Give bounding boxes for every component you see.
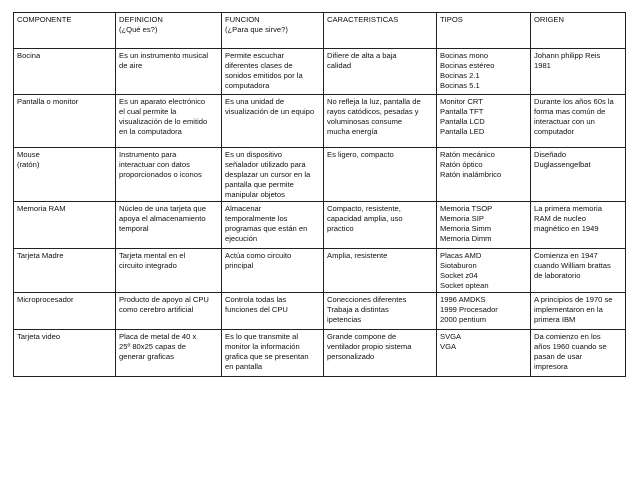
cell-text-line: Da comienzo en los <box>534 332 601 341</box>
cell-text-line: sonidos emitidos por la <box>225 71 303 80</box>
cell-text-line: temporal <box>119 224 149 233</box>
table-row <box>14 249 626 293</box>
cell-text-line: Pantalla LCD <box>440 117 485 126</box>
cell-text-line: COMPONENTE <box>17 15 72 24</box>
cell-text-line: rayos catódicos, pesadas y <box>327 107 419 116</box>
cell-definicion <box>116 330 222 377</box>
cell-caracteristicas <box>324 249 437 293</box>
cell-text-line: visualización de un equipo <box>225 107 315 116</box>
cell-text-line: programas que están en <box>225 224 308 233</box>
cell-text-line: temporalmente los <box>225 214 288 223</box>
cell-text-line: SVGA <box>440 332 462 341</box>
cell-text-line: Trabaja a distintas <box>327 305 389 314</box>
cell-tipos <box>437 330 531 377</box>
cell-text-line: Permite escuchar <box>225 51 285 60</box>
cell-caracteristicas <box>324 148 437 202</box>
header-cell-definicion <box>116 13 222 49</box>
cell-text-line: FUNCION <box>225 15 260 24</box>
header-cell-funcion <box>222 13 324 49</box>
cell-text-line: Bocinas estéreo <box>440 61 495 70</box>
cell-componente <box>14 249 116 293</box>
cell-componente <box>14 293 116 330</box>
cell-componente <box>14 330 116 377</box>
cell-text-line: capacidad amplia, uso <box>327 214 403 223</box>
cell-text-line: Durante los años 60s la <box>534 97 614 106</box>
cell-text-line: (¿Qué es?) <box>119 25 158 34</box>
cell-text-line: voluminosas consume <box>327 117 403 126</box>
cell-componente <box>14 95 116 148</box>
cell-caracteristicas <box>324 202 437 249</box>
cell-text-line: Conecciones diferentes <box>327 295 407 304</box>
cell-text-line: Socket z04 <box>440 271 478 280</box>
cell-tipos <box>437 202 531 249</box>
cell-text-line: Bocinas 2.1 <box>440 71 480 80</box>
cell-text-line: diferentes clases de <box>225 61 293 70</box>
cell-text-line: ejecución <box>225 234 258 243</box>
cell-origen <box>531 148 626 202</box>
cell-funcion <box>222 249 324 293</box>
cell-text-line: personalizado <box>327 352 375 361</box>
cell-text-line: No refleja la luz, pantalla de <box>327 97 421 106</box>
cell-text-line: forma mas común de <box>534 107 606 116</box>
cell-text-line: Microprocesador <box>17 295 74 304</box>
cell-funcion <box>222 95 324 148</box>
cell-text-line: Memoria TSOP <box>440 204 493 213</box>
cell-text-line: de laboratorio <box>534 271 581 280</box>
cell-definicion <box>116 249 222 293</box>
cell-text-line: interactuar con un <box>534 117 595 126</box>
cell-caracteristicas <box>324 95 437 148</box>
cell-text-line: visualización de lo emitido <box>119 117 208 126</box>
cell-text-line: Núcleo de una tarjeta que <box>119 204 206 213</box>
cell-text-line: Pantalla o monitor <box>17 97 79 106</box>
cell-text-line: monitor la información <box>225 342 300 351</box>
cell-text-line: Tarjeta video <box>17 332 61 341</box>
cell-text-line: pasan de usar <box>534 352 583 361</box>
cell-text-line: Controla todas las <box>225 295 287 304</box>
cell-text-line: desplazar un cursor en la <box>225 170 311 179</box>
table-row <box>14 49 626 95</box>
cell-text-line: Amplia, resistente <box>327 251 388 260</box>
cell-text-line: 1999 Procesador <box>440 305 498 314</box>
cell-caracteristicas <box>324 330 437 377</box>
cell-text-line: manipular objetos <box>225 190 285 199</box>
cell-text-line: Diseñado <box>534 150 567 159</box>
cell-text-line: Pantalla LED <box>440 127 485 136</box>
cell-origen <box>531 330 626 377</box>
table-row <box>14 95 626 148</box>
cell-text-line: Ratón inalámbrico <box>440 170 502 179</box>
cell-text-line: grafica que se presentan <box>225 352 309 361</box>
cell-text-line: de aire <box>119 61 143 70</box>
header-cell-tipos <box>437 13 531 49</box>
cell-text-line: años 1960 cuando se <box>534 342 607 351</box>
cell-text-line: Mouse <box>17 150 40 159</box>
cell-origen <box>531 293 626 330</box>
cell-text-line: Difiere de alta a baja <box>327 51 397 60</box>
cell-text-line: computadora <box>225 81 270 90</box>
cell-caracteristicas <box>324 293 437 330</box>
cell-text-line: Es un dispositivo <box>225 150 282 159</box>
cell-funcion <box>222 330 324 377</box>
cell-text-line: el cual permite la <box>119 107 177 116</box>
cell-text-line: ipetencias <box>327 315 362 324</box>
cell-text-line: Bocina <box>17 51 41 60</box>
cell-text-line: 1981 <box>534 61 551 70</box>
cell-text-line: Memoria Dimm <box>440 234 492 243</box>
cell-text-line: 1996 AMDKS <box>440 295 486 304</box>
cell-definicion <box>116 293 222 330</box>
cell-text-line: en la computadora <box>119 127 182 136</box>
cell-text-line: Es ligero, compacto <box>327 150 394 159</box>
cell-componente <box>14 148 116 202</box>
cell-text-line: impresora <box>534 362 568 371</box>
header-cell-origen <box>531 13 626 49</box>
cell-tipos <box>437 49 531 95</box>
cell-text-line: 25º 80x25 capas de <box>119 342 186 351</box>
cell-tipos <box>437 148 531 202</box>
cell-text-line: Es un instrumento musical <box>119 51 209 60</box>
cell-text-line: Compacto, resistente, <box>327 204 401 213</box>
table-row <box>14 330 626 377</box>
cell-text-line: (ratón) <box>17 160 40 169</box>
cell-text-line: Comienza en 1947 <box>534 251 598 260</box>
cell-text-line: Bocinas 5.1 <box>440 81 480 90</box>
cell-funcion <box>222 293 324 330</box>
cell-text-line: Duglassengelbat <box>534 160 591 169</box>
cell-text-line: CARACTERISTICAS <box>327 15 399 24</box>
cell-text-line: Grande compone de <box>327 332 397 341</box>
cell-text-line: cuando William brattas <box>534 261 611 270</box>
cell-text-line: Pantalla TFT <box>440 107 484 116</box>
cell-text-line: computador <box>534 127 575 136</box>
cell-text-line: Ratón mecánico <box>440 150 495 159</box>
cell-text-line: Tarjeta Madre <box>17 251 64 260</box>
cell-text-line: 2000 pentium <box>440 315 487 324</box>
cell-text-line: implementaron en la <box>534 305 603 314</box>
cell-text-line: Monitor CRT <box>440 97 483 106</box>
cell-text-line: funciones del CPU <box>225 305 288 314</box>
cell-text-line: Siotaburon <box>440 261 477 270</box>
table-header-row <box>14 13 626 49</box>
cell-text-line: pantalla que permite <box>225 180 294 189</box>
header-cell-caracteristicas <box>324 13 437 49</box>
cell-text-line: calidad <box>327 61 352 70</box>
cell-text-line: Es un aparato electrónico <box>119 97 206 106</box>
cell-text-line: practico <box>327 224 354 233</box>
header-cell-componente <box>14 13 116 49</box>
cell-text-line: circuito integrado <box>119 261 177 270</box>
cell-text-line: Almacenar <box>225 204 262 213</box>
cell-text-line: interactuar con datos <box>119 160 190 169</box>
cell-text-line: Actúa como circuito <box>225 251 292 260</box>
cell-text-line: Memoria RAM <box>17 204 66 213</box>
cell-text-line: ventilador propio sistema <box>327 342 412 351</box>
cell-tipos <box>437 95 531 148</box>
cell-componente <box>14 49 116 95</box>
cell-text-line: Bocinas mono <box>440 51 489 60</box>
cell-text-line: ORIGEN <box>534 15 564 24</box>
cell-definicion <box>116 202 222 249</box>
cell-funcion <box>222 202 324 249</box>
cell-text-line: Placa de metal de 40 x <box>119 332 197 341</box>
cell-tipos <box>437 293 531 330</box>
cell-text-line: apoya el almacenamiento <box>119 214 206 223</box>
cell-text-line: Tarjeta mental en el <box>119 251 186 260</box>
cell-text-line: Es una unidad de <box>225 97 285 106</box>
cell-text-line: DEFINICION <box>119 15 163 24</box>
cell-text-line: Memoria Simm <box>440 224 492 233</box>
cell-text-line: TIPOS <box>440 15 463 24</box>
cell-text-line: Ratón óptico <box>440 160 483 169</box>
table-body <box>14 13 626 377</box>
cell-text-line: generar graficas <box>119 352 174 361</box>
cell-origen <box>531 202 626 249</box>
cell-text-line: (¿Para que sirve?) <box>225 25 288 34</box>
cell-text-line: principal <box>225 261 254 270</box>
cell-definicion <box>116 148 222 202</box>
cell-text-line: en pantalla <box>225 362 263 371</box>
table-row <box>14 202 626 249</box>
cell-origen <box>531 249 626 293</box>
cell-text-line: A principios de 1970 se <box>534 295 613 304</box>
cell-text-line: como cerebro artificial <box>119 305 194 314</box>
cell-text-line: Memoria SIP <box>440 214 484 223</box>
cell-componente <box>14 202 116 249</box>
cell-funcion <box>222 49 324 95</box>
cell-text-line: señalador utilizado para <box>225 160 306 169</box>
cell-definicion <box>116 49 222 95</box>
cell-text-line: Johann philipp Reis <box>534 51 601 60</box>
cell-text-line: Placas AMD <box>440 251 482 260</box>
cell-caracteristicas <box>324 49 437 95</box>
cell-text-line: La primera memoria <box>534 204 602 213</box>
cell-origen <box>531 49 626 95</box>
table-row <box>14 293 626 330</box>
cell-text-line: Es lo que transmite al <box>225 332 299 341</box>
cell-text-line: Instrumento para <box>119 150 177 159</box>
cell-origen <box>531 95 626 148</box>
cell-text-line: Producto de apoyo al CPU <box>119 295 209 304</box>
cell-text-line: RAM de nucleo <box>534 214 586 223</box>
cell-text-line: primera IBM <box>534 315 576 324</box>
cell-definicion <box>116 95 222 148</box>
cell-tipos <box>437 249 531 293</box>
cell-text-line: mucha energía <box>327 127 378 136</box>
cell-text-line: Socket optean <box>440 281 489 290</box>
components-table <box>13 12 626 377</box>
cell-funcion <box>222 148 324 202</box>
table-row <box>14 148 626 202</box>
cell-text-line: VGA <box>440 342 457 351</box>
cell-text-line: magnético en 1949 <box>534 224 599 233</box>
cell-text-line: proporcionados o iconos <box>119 170 202 179</box>
